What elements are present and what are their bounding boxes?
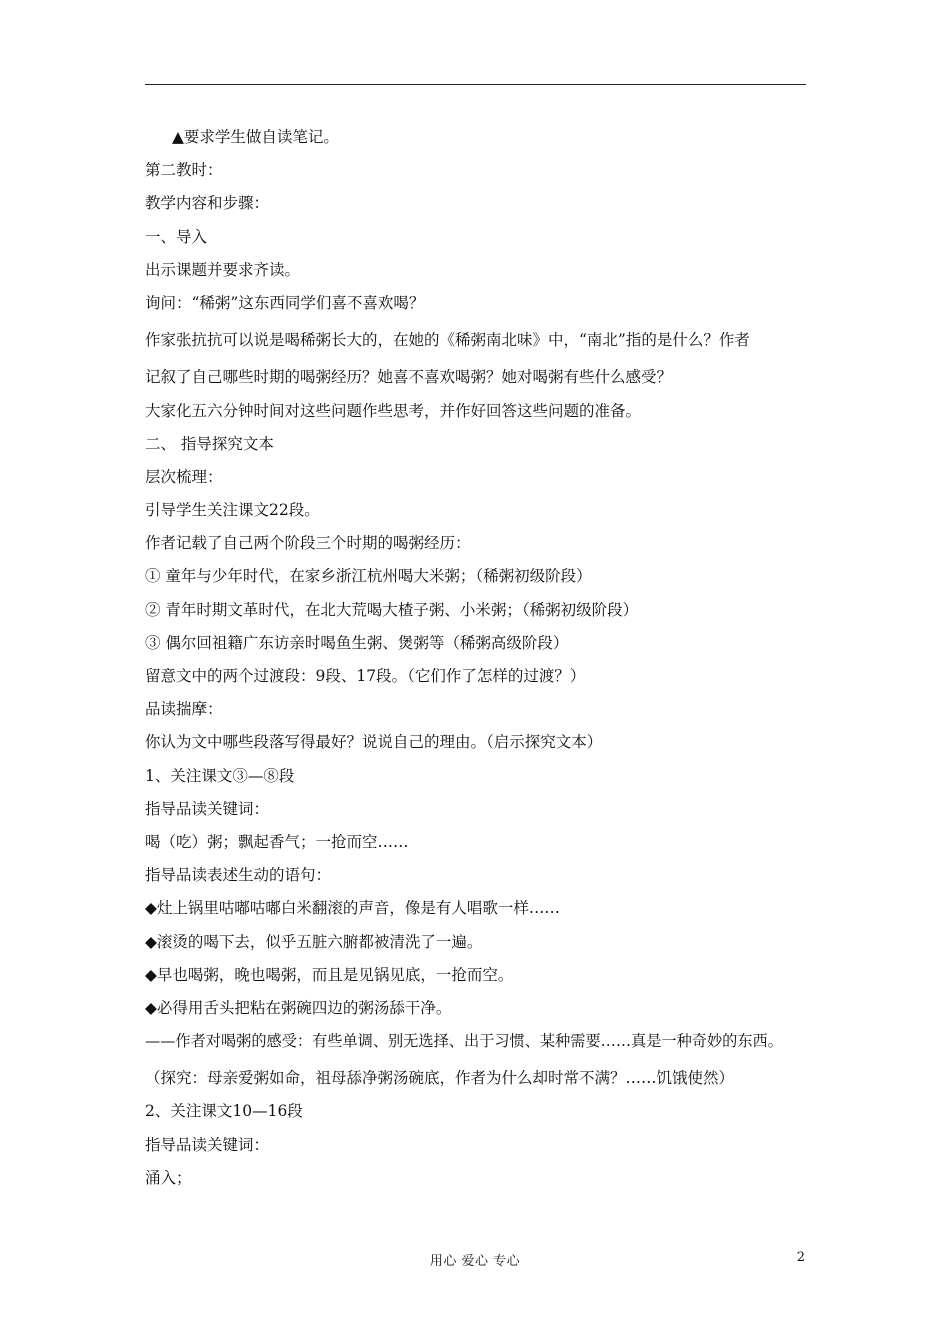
bullet-list-item: ◆灶上锅里咕嘟咕嘟白米翻滚的声音，像是有人唱歌一样…… <box>145 899 560 918</box>
numbered-list-item: ② 青年时期文革时代，在北大荒喝大楂子粥、小米粥；（稀粥初级阶段） <box>145 600 639 619</box>
document-body <box>145 121 835 1195</box>
paragraph-line: 指导品读关键词： <box>145 1135 270 1154</box>
paragraph-line: 你认为文中哪些段落写得最好？说说自己的理由。（启示探究文本） <box>145 733 603 752</box>
paragraph-line: 涌入； <box>145 1168 192 1187</box>
bullet-list-item: ◆滚烫的喝下去，似乎五脏六腑都被清洗了一遍。 <box>145 932 483 951</box>
section-exploration-heading: 二、 指导探究文本 <box>145 434 274 453</box>
bullet-list-item: ◆早也喝粥，晚也喝粥，而且是见锅见底，一抢而空。 <box>145 965 514 984</box>
paragraph-line: 引导学生关注课文22段。 <box>145 501 320 520</box>
paragraph-line: 品读揣摩： <box>145 700 223 719</box>
paragraph-line: 指导品读表述生动的语句： <box>145 866 332 885</box>
paragraph-line: 层次梳理： <box>145 467 223 486</box>
bullet-list-item: ◆必得用舌头把粘在粥碗四边的粥汤舔干净。 <box>145 998 452 1017</box>
paragraph-line: （探究：母亲爱粥如命，祖母舔净粥汤碗底，作者为什么却时常不满？……饥饿使然） <box>145 1069 735 1088</box>
paragraph-line: 留意文中的两个过渡段：9段、17段。（它们作了怎样的过渡？） <box>145 667 586 685</box>
subsection-heading: 2、关注课文10—16段 <box>145 1102 303 1121</box>
paragraph-line: 作家张抗抗可以说是喝稀粥长大的，在她的《稀粥南北味》中，“南北”指的是什么？作者 <box>145 331 750 350</box>
paragraph-line: ——作者对喝粥的感受：有些单调、别无选择、出于习惯、某种需要……真是一种奇妙的东西。 <box>145 1032 783 1051</box>
teaching-steps-heading: 教学内容和步骤： <box>145 194 270 213</box>
footer-motto: 用心 爱心 专心 <box>429 1254 521 1269</box>
page-number: 2 <box>796 1250 805 1265</box>
paragraph-line: 大家化五六分钟时间对这些问题作些思考，并作好回答这些问题的准备。 <box>145 401 642 420</box>
paragraph-line: 作者记载了自己两个阶段三个时期的喝粥经历： <box>145 534 471 553</box>
subsection-heading: 1、关注课文③—⑧段 <box>145 766 295 785</box>
second-period-heading: 第二教时： <box>145 161 223 180</box>
paragraph-line: 询问：“稀粥”这东西同学们喜不喜欢喝？ <box>145 293 425 312</box>
paragraph-line: 记叙了自己哪些时期的喝粥经历？她喜不喜欢喝粥？她对喝粥有些什么感受？ <box>145 368 673 387</box>
numbered-list-item: ③ 偶尔回祖籍广东访亲时喝鱼生粥、煲粥等（稀粥高级阶段） <box>145 633 569 652</box>
section-introduction-heading: 一、导入 <box>145 227 208 246</box>
paragraph-line: 出示课题并要求齐读。 <box>145 260 301 279</box>
page-footer <box>0 1250 950 1270</box>
self-study-notes-line: ▲要求学生做自读笔记。 <box>172 128 339 146</box>
numbered-list-item: ① 童年与少年时代，在家乡浙江杭州喝大米粥；（稀粥初级阶段） <box>145 567 592 586</box>
header-rule <box>145 84 806 85</box>
paragraph-line: 指导品读关键词： <box>145 799 270 818</box>
paragraph-line: 喝（吃）粥；飘起香气；一抢而空…… <box>145 832 409 851</box>
